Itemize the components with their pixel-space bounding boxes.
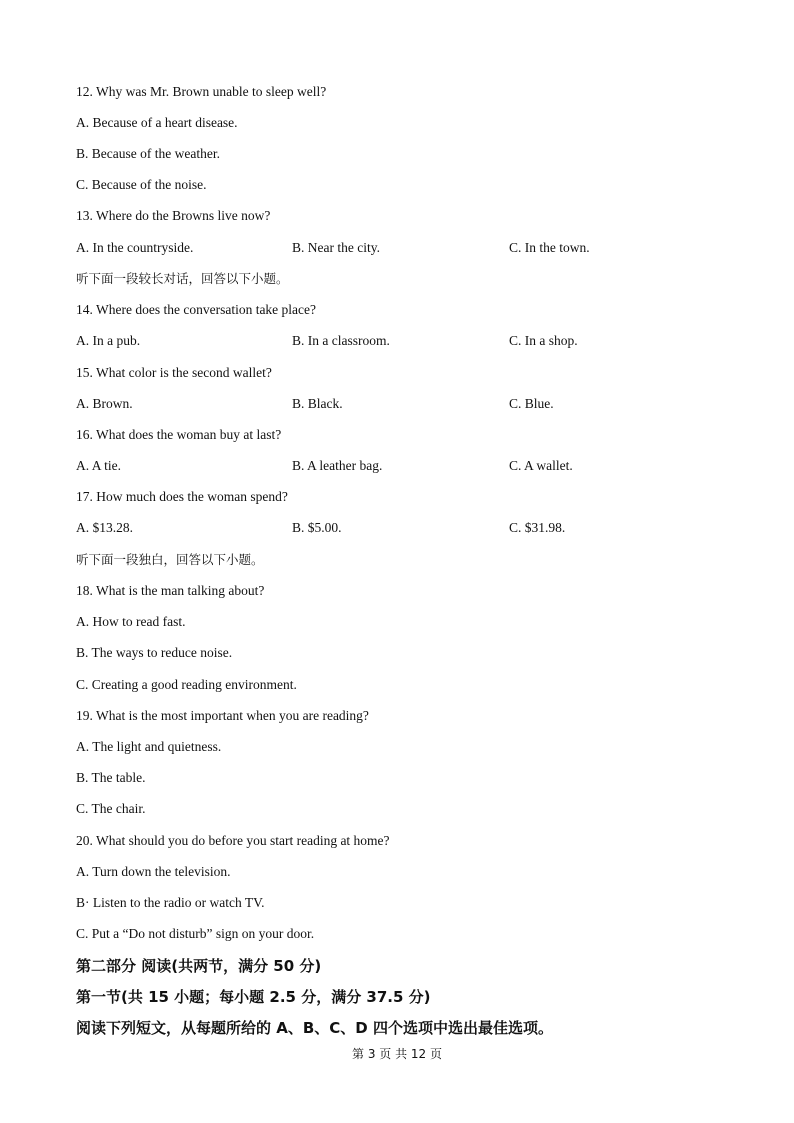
question-15-options <box>76 394 736 414</box>
reading-instruction: 阅读下列短文，从每题所给的 A、B、C、D 四个选项中选出最佳选项。 <box>76 1019 553 1037</box>
question-18-option-b: B. The ways to reduce noise. <box>76 645 233 660</box>
question-18-option-c: C. Creating a good reading environment. <box>76 677 297 692</box>
question-14-stem: 14. Where does the conversation take place? <box>76 302 317 317</box>
question-19-option-b: B. The table. <box>76 770 146 785</box>
question-14-option-b: B. In a classroom. <box>292 333 390 348</box>
question-16-option-a: A. A tie. <box>76 458 122 473</box>
question-19-stem: 19. What is the most important when you are reading? <box>76 708 369 723</box>
question-20-option-a: A. Turn down the television. <box>76 864 231 879</box>
question-20-stem: 20. What should you do before you start reading at home? <box>76 833 390 848</box>
question-16-option-b: B. A leather bag. <box>292 458 383 473</box>
question-12-option-b: B. Because of the weather. <box>76 146 220 161</box>
monologue-intro: 听下面一段独白，回答以下小题。 <box>76 552 264 567</box>
question-14-options <box>76 331 736 351</box>
question-18-option-a: A. How to read fast. <box>76 614 186 629</box>
question-12-option-a: A. Because of a heart disease. <box>76 115 238 130</box>
question-17-option-c: C. $31.98. <box>509 520 566 535</box>
question-17-options <box>76 518 736 538</box>
question-19-option-a: A. The light and quietness. <box>76 739 222 754</box>
question-14-option-a: A. In a pub. <box>76 333 141 348</box>
question-12-option-c: C. Because of the noise. <box>76 177 207 192</box>
question-17-stem: 17. How much does the woman spend? <box>76 489 288 504</box>
question-20-option-b: B· Listen to the radio or watch TV. <box>76 895 265 910</box>
long-dialogue-intro: 听下面一段较长对话，回答以下小题。 <box>76 271 289 286</box>
question-17-option-a: A. $13.28. <box>76 520 133 535</box>
question-15-stem: 15. What color is the second wallet? <box>76 365 272 380</box>
question-13-stem: 13. Where do the Browns live now? <box>76 208 271 223</box>
question-15-option-c: C. Blue. <box>509 396 554 411</box>
question-13-options <box>76 238 736 258</box>
question-14-option-c: C. In a shop. <box>509 333 578 348</box>
question-13-option-c: C. In the town. <box>509 240 590 255</box>
question-16-stem: 16. What does the woman buy at last? <box>76 427 282 442</box>
part-2-heading: 第二部分 阅读(共两节，满分 50 分) <box>76 957 322 975</box>
question-19-option-c: C. The chair. <box>76 801 146 816</box>
question-12-stem: 12. Why was Mr. Brown unable to sleep well? <box>76 84 327 99</box>
question-20-option-c: C. Put a “Do not disturb” sign on your door. <box>76 926 315 941</box>
question-17-option-b: B. $5.00. <box>292 520 342 535</box>
question-18-stem: 18. What is the man talking about? <box>76 583 265 598</box>
question-15-option-a: A. Brown. <box>76 396 133 411</box>
section-1-heading: 第一节(共 15 小题；每小题 2.5 分，满分 37.5 分) <box>76 988 431 1006</box>
question-16-options <box>76 456 736 476</box>
question-13-option-b: B. Near the city. <box>292 240 380 255</box>
question-13-option-a: A. In the countryside. <box>76 240 194 255</box>
question-15-option-b: B. Black. <box>292 396 343 411</box>
question-16-option-c: C. A wallet. <box>509 458 573 473</box>
page-number-footer: 第 3 页 共 12 页 <box>352 1047 442 1061</box>
